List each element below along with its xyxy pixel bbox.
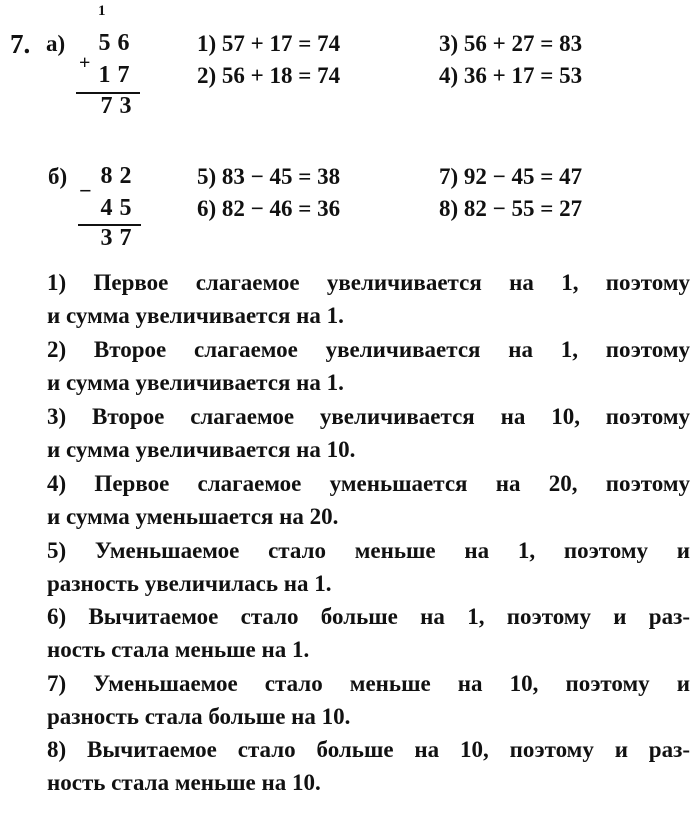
equation-8: 8) 82 − 55 = 27 xyxy=(439,196,583,221)
equation-1: 1) 57 + 17 = 74 xyxy=(197,31,341,56)
minus-sign: − xyxy=(79,178,92,203)
equation-4: 4) 36 + 17 = 53 xyxy=(439,63,583,88)
equation-7: 7) 92 − 45 = 47 xyxy=(439,164,583,189)
operand1-a: 5 6 xyxy=(98,30,130,56)
explanation-8: 8) Вычитаемое стало больше на 10, поэтому и раз- ность стала меньше на 10. xyxy=(47,737,690,795)
operand1-b: 8 2 xyxy=(100,163,132,189)
part-b-label: б) xyxy=(48,164,68,189)
plus-sign: + xyxy=(79,52,91,74)
operand2-a: 1 7 xyxy=(98,62,130,88)
explanation-5: 5) Уменьшаемое стало меньше на 1, поэтому и разность увеличилась на 1. xyxy=(47,538,690,596)
equation-2: 2) 56 + 18 = 74 xyxy=(197,63,341,88)
equation-5: 5) 83 − 45 = 38 xyxy=(197,164,341,189)
carry-digit: 1 xyxy=(98,3,106,19)
explanation-1: 1) Первое слагаемое увеличивается на 1, поэтому и сумма увеличивается на 1. xyxy=(47,270,690,328)
equation-3: 3) 56 + 27 = 83 xyxy=(439,31,583,56)
equation-6: 6) 82 − 46 = 36 xyxy=(197,196,341,221)
operand2-b: 4 5 xyxy=(100,195,132,221)
explanation-7: 7) Уменьшаемое стало меньше на 10, поэтому и разность стала больше на 10. xyxy=(47,671,690,729)
part-a-label: а) xyxy=(46,31,66,56)
explanation-3: 3) Второе слагаемое увеличивается на 10, поэтому и сумма увеличивается на 10. xyxy=(47,404,690,462)
explanation-6: 6) Вычитаемое стало больше на 1, поэтому и раз- ность стала меньше на 1. xyxy=(47,604,690,662)
task-number: 7. xyxy=(10,29,31,59)
result-b: 3 7 xyxy=(100,225,132,251)
explanation-4: 4) Первое слагаемое уменьшается на 20, поэтому и сумма уменьшается на 20. xyxy=(47,471,690,529)
explanation-2: 2) Второе слагаемое увеличивается на 1, поэтому и сумма увеличивается на 1. xyxy=(47,337,690,395)
result-a: 7 3 xyxy=(100,93,132,119)
